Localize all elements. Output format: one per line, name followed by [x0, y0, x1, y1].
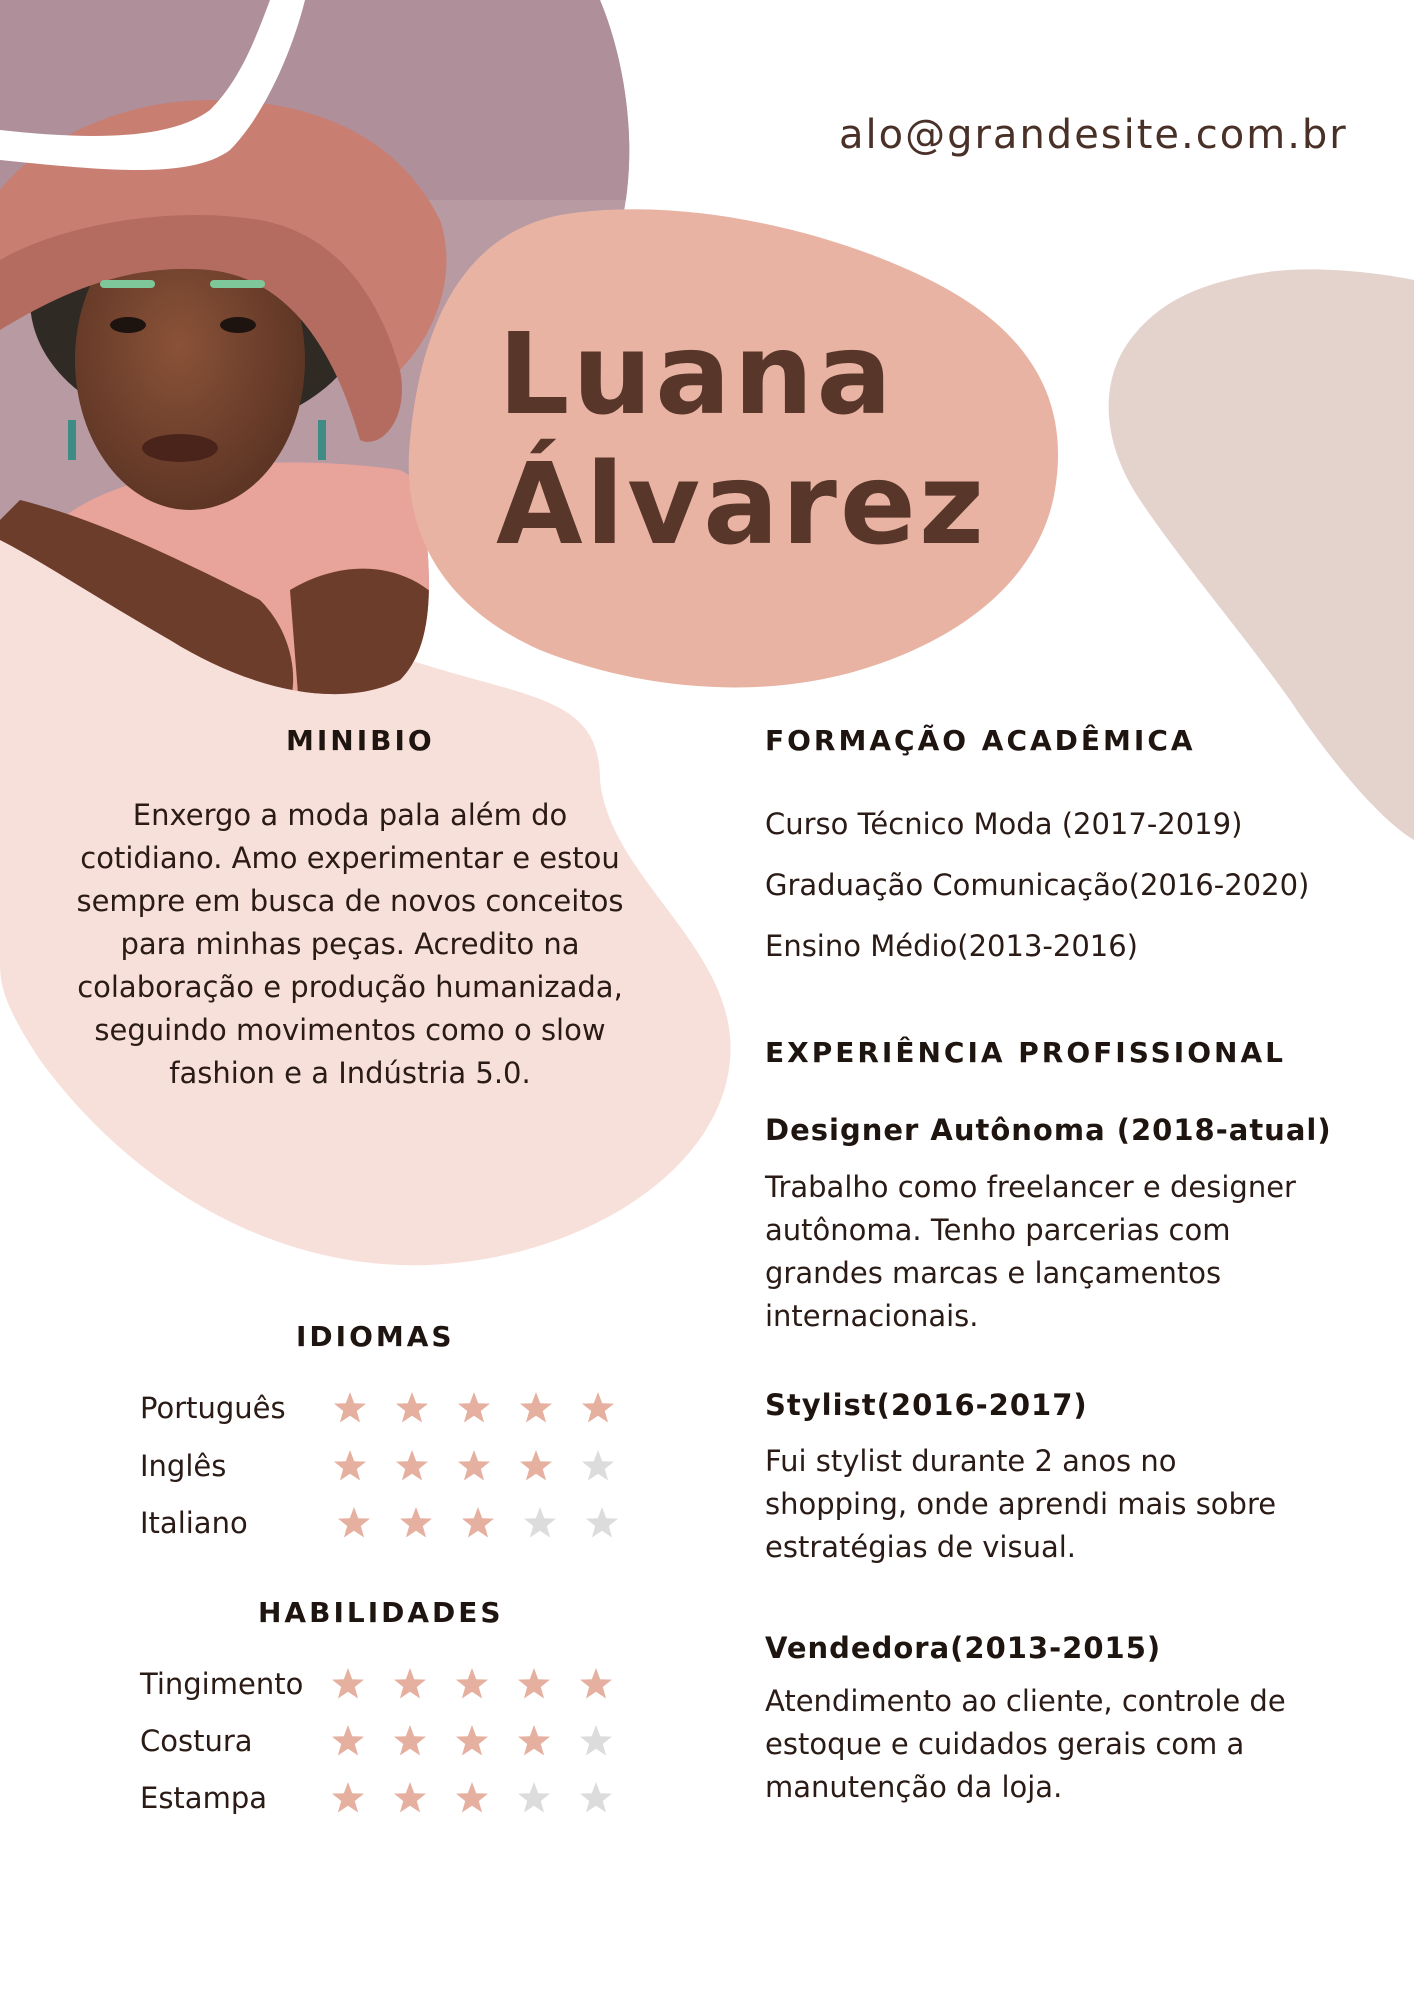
star-empty-icon [584, 1505, 620, 1541]
skill-label: Tingimento [140, 1667, 304, 1701]
star-filled-icon [332, 1390, 368, 1426]
job-line: autônoma. Tenho parcerias com [765, 1213, 1231, 1247]
skill-label: Estampa [140, 1781, 268, 1815]
language-label: Português [140, 1391, 286, 1425]
star-filled-icon [330, 1666, 366, 1702]
star-filled-icon [394, 1390, 430, 1426]
education-item: Graduação Comunicação(2016-2020) [765, 868, 1310, 902]
skills-heading: HABILIDADES [258, 1596, 504, 1629]
star-filled-icon [516, 1723, 552, 1759]
star-filled-icon [578, 1666, 614, 1702]
job-line: estoque e cuidados gerais com a [765, 1727, 1245, 1761]
star-filled-icon [454, 1780, 490, 1816]
languages-heading: IDIOMAS [296, 1320, 455, 1353]
star-empty-icon [578, 1723, 614, 1759]
star-empty-icon [578, 1780, 614, 1816]
job-line: estratégias de visual. [765, 1530, 1077, 1564]
minibio-text [40, 794, 660, 1095]
star-empty-icon [580, 1448, 616, 1484]
bio-line: seguindo movimentos como o slow [94, 1013, 606, 1047]
language-label: Inglês [140, 1449, 227, 1483]
experience-heading: EXPERIÊNCIA PROFISSIONAL [765, 1036, 1286, 1069]
job-description [765, 1440, 1325, 1569]
star-filled-icon [460, 1505, 496, 1541]
skill-row [140, 1721, 640, 1761]
job-line: Trabalho como freelancer e designer [765, 1170, 1296, 1204]
star-filled-icon [392, 1780, 428, 1816]
job-description [765, 1166, 1325, 1338]
job-line: Atendimento ao cliente, controle de [765, 1684, 1286, 1718]
bio-line: colaboração e produção humanizada, [77, 970, 623, 1004]
job-line: grandes marcas e lançamentos [765, 1256, 1222, 1290]
first-name: Luana [498, 310, 895, 440]
star-filled-icon [518, 1390, 554, 1426]
star-filled-icon [398, 1505, 434, 1541]
skill-row [140, 1664, 640, 1704]
language-label: Italiano [140, 1506, 248, 1540]
job-line: manutenção da loja. [765, 1770, 1063, 1804]
job-title: Designer Autônoma (2018-atual) [765, 1113, 1332, 1147]
bio-line: para minhas peças. Acredito na [120, 927, 580, 961]
skill-label: Costura [140, 1724, 253, 1758]
star-filled-icon [332, 1448, 368, 1484]
star-filled-icon [336, 1505, 372, 1541]
bio-line: fashion e a Indústria 5.0. [169, 1056, 531, 1090]
job-line: internacionais. [765, 1299, 979, 1333]
education-item: Curso Técnico Moda (2017-2019) [765, 807, 1243, 841]
star-filled-icon [392, 1723, 428, 1759]
job-title: Stylist(2016-2017) [765, 1388, 1088, 1422]
star-filled-icon [330, 1780, 366, 1816]
minibio-heading: MINIBIO [286, 724, 435, 757]
star-filled-icon [392, 1666, 428, 1702]
star-filled-icon [454, 1723, 490, 1759]
star-filled-icon [456, 1448, 492, 1484]
name-block [498, 310, 1018, 570]
skill-row [140, 1778, 640, 1818]
star-filled-icon [516, 1666, 552, 1702]
job-line: shopping, onde aprendi mais sobre [765, 1487, 1277, 1521]
star-filled-icon [394, 1448, 430, 1484]
education-heading: FORMAÇÃO ACADÊMICA [765, 724, 1196, 757]
last-name: Álvarez [496, 440, 988, 570]
star-filled-icon [580, 1390, 616, 1426]
star-filled-icon [456, 1390, 492, 1426]
job-line: Fui stylist durante 2 anos no [765, 1444, 1177, 1478]
education-list [765, 794, 1309, 977]
star-empty-icon [522, 1505, 558, 1541]
star-filled-icon [518, 1448, 554, 1484]
language-row [140, 1446, 640, 1486]
job-description [765, 1680, 1325, 1809]
star-filled-icon [330, 1723, 366, 1759]
email-address[interactable]: alo@grandesite.com.br [839, 112, 1348, 158]
star-filled-icon [454, 1666, 490, 1702]
job-title: Vendedora(2013-2015) [765, 1631, 1162, 1665]
bio-line: Enxergo a moda pala além do [132, 798, 568, 832]
star-empty-icon [516, 1780, 552, 1816]
bio-line: sempre em busca de novos conceitos [76, 884, 624, 918]
language-row [140, 1503, 640, 1543]
language-row [140, 1388, 640, 1428]
education-item: Ensino Médio(2013-2016) [765, 929, 1138, 963]
bio-line: cotidiano. Amo experimentar e estou [80, 841, 620, 875]
